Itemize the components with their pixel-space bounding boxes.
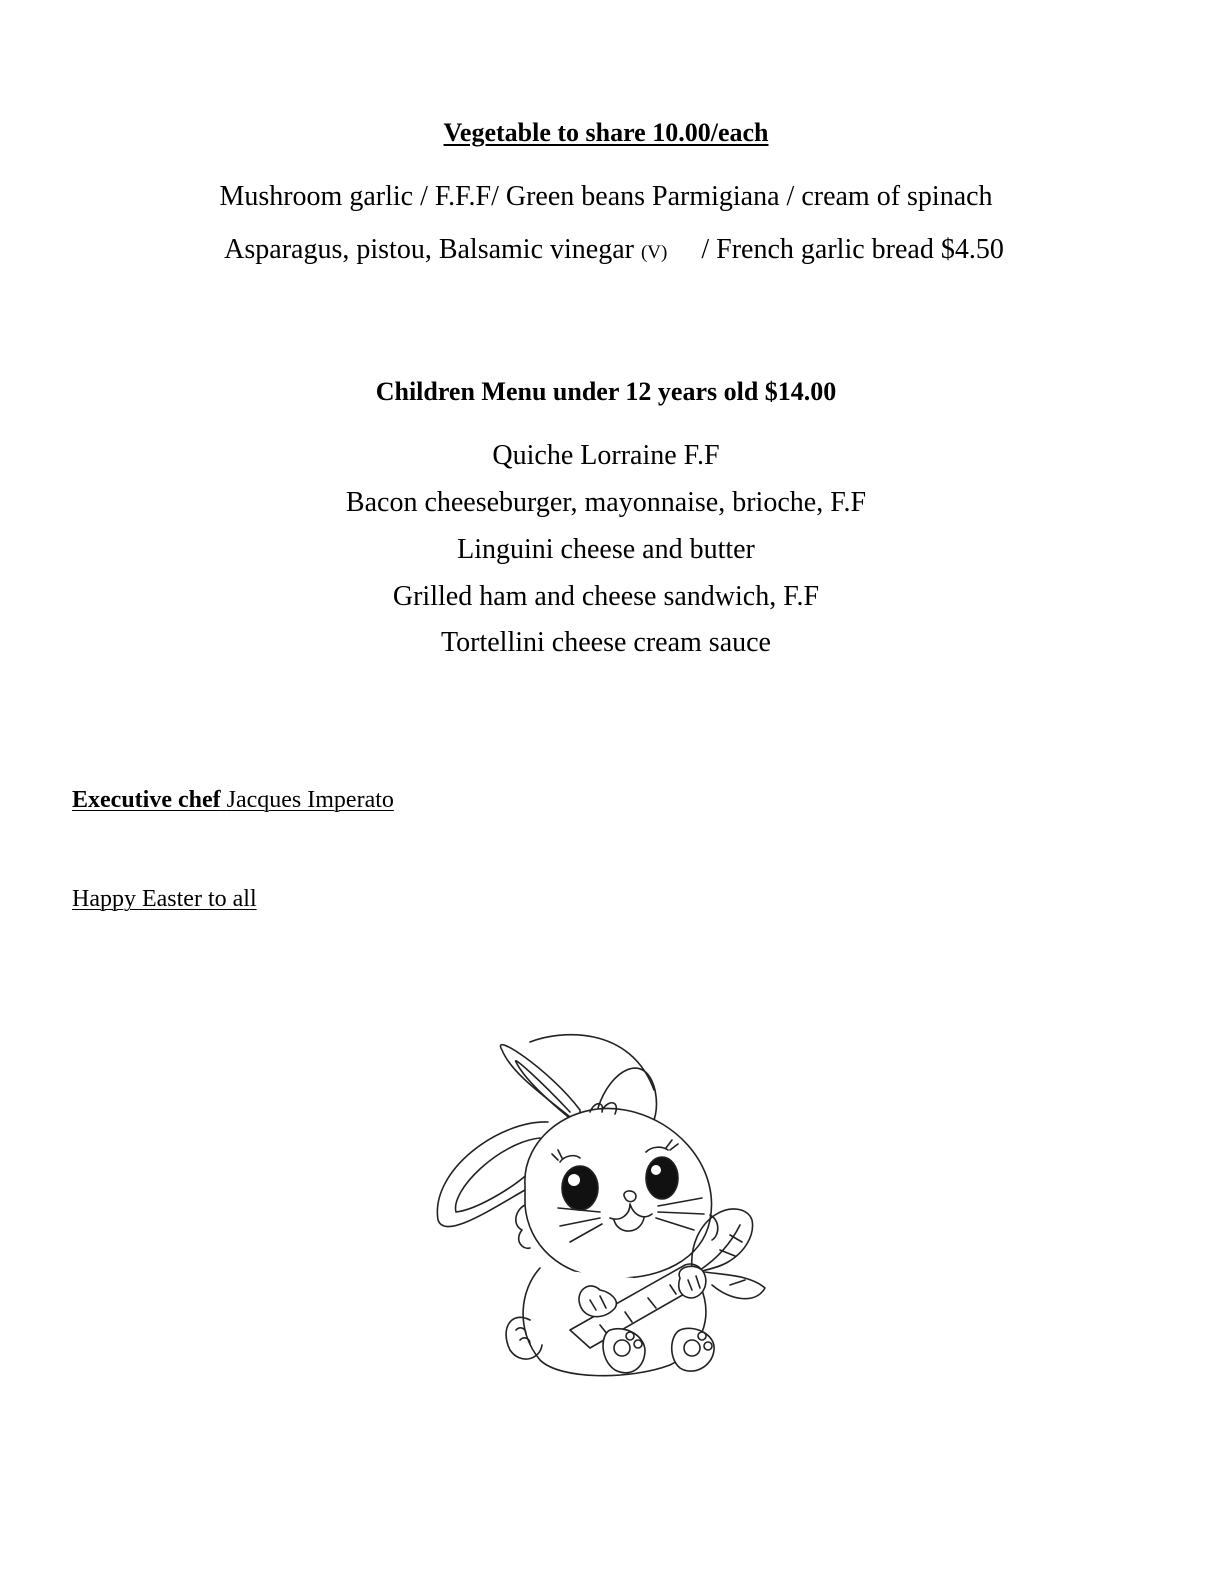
chef-label: Executive chef [72,787,221,813]
children-item: Bacon cheeseburger, mayonnaise, brioche, F.F [345,487,867,518]
children-item: Tortellini cheese cream sauce [441,627,771,658]
greeting: Happy Easter to all [72,886,257,912]
vegan-tag: (V) [640,242,668,263]
children-heading: Children Menu under 12 years old $14.00 [375,377,837,406]
executive-chef [72,787,394,814]
vegetables-heading: Vegetable to share 10.00/each [443,118,769,147]
vegetables-line-2 [8,234,1220,266]
children-item: Grilled ham and cheese sandwich, F.F [392,581,820,612]
vegetables-line-1: Mushroom garlic / F.F.F/ Green beans Parmigiana / cream of spinach [219,181,993,212]
vegetables-line-2-a: Asparagus, pistou, Balsamic vinegar [224,234,634,265]
chef-name: Jacques Imperato [226,787,394,813]
children-item: Quiche Lorraine F.F [492,440,720,471]
vegetables-line-2-b: / French garlic bread $4.50 [701,234,1004,265]
bunny-with-carrot-icon [430,1030,790,1390]
children-item: Linguini cheese and butter [457,534,755,565]
